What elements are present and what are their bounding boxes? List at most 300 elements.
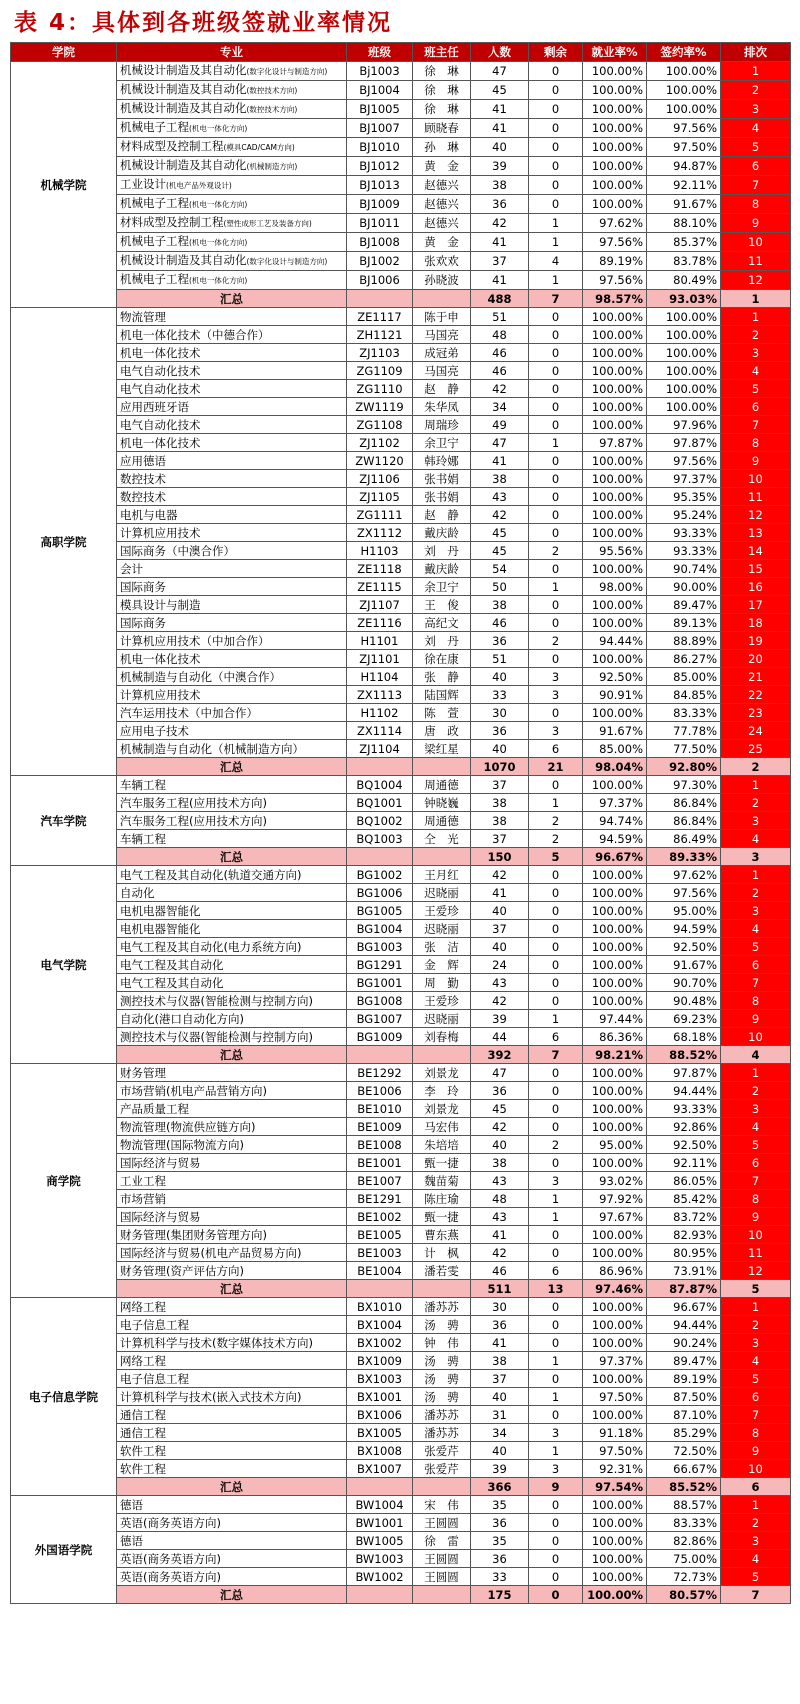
- major-name: 国际经济与贸易: [120, 1209, 201, 1224]
- signing-rate: 100.00%: [647, 308, 721, 326]
- remaining-count: 0: [529, 1154, 583, 1172]
- major-cell: [117, 1064, 347, 1082]
- student-count: 41: [471, 452, 529, 470]
- rank-cell: 18: [721, 614, 791, 632]
- head-teacher: 钟晓巍: [413, 794, 471, 812]
- head-teacher: 潘苏苏: [413, 1424, 471, 1442]
- class-code: ZJ1104: [347, 740, 413, 758]
- signing-rate: 73.91%: [647, 1262, 721, 1280]
- employment-rate: 97.56%: [583, 233, 647, 252]
- student-count: 30: [471, 704, 529, 722]
- head-teacher: 仝 光: [413, 830, 471, 848]
- class-code: BX1007: [347, 1460, 413, 1478]
- class-code: ZX1114: [347, 722, 413, 740]
- remaining-count: 0: [529, 81, 583, 100]
- major-cell: [117, 920, 347, 938]
- table-row: [11, 1568, 791, 1586]
- table-row: [11, 1424, 791, 1442]
- table-row: [11, 1550, 791, 1568]
- student-count: 40: [471, 1388, 529, 1406]
- major-cell: [117, 956, 347, 974]
- signing-rate: 97.62%: [647, 866, 721, 884]
- summary-remaining: 7: [529, 1046, 583, 1064]
- table-row: [11, 956, 791, 974]
- major-name: 电气自动化技术: [120, 363, 201, 378]
- college-name: 机械学院: [11, 62, 117, 308]
- summary-signing-rate: 88.52%: [647, 1046, 721, 1064]
- class-code: BQ1001: [347, 794, 413, 812]
- student-count: 42: [471, 1244, 529, 1262]
- table-row: [11, 632, 791, 650]
- major-name: 通信工程: [120, 1425, 166, 1440]
- header-count: 人数: [471, 43, 529, 62]
- major-cell: [117, 1460, 347, 1478]
- class-code: BW1002: [347, 1568, 413, 1586]
- major-name: 市场营销: [120, 1191, 166, 1206]
- summary-employment-rate: 97.54%: [583, 1478, 647, 1496]
- employment-rate: 100.00%: [583, 1244, 647, 1262]
- student-count: 37: [471, 252, 529, 271]
- class-code: ZJ1105: [347, 488, 413, 506]
- class-code: BJ1002: [347, 252, 413, 271]
- remaining-count: 0: [529, 1514, 583, 1532]
- class-code: BG1002: [347, 866, 413, 884]
- head-teacher: 魏苗菊: [413, 1172, 471, 1190]
- major-name: 电机与电器: [120, 507, 178, 522]
- employment-rate: 100.00%: [583, 157, 647, 176]
- header-college: 学院: [11, 43, 117, 62]
- major-name: 电气自动化技术: [120, 381, 201, 396]
- major-cell: [117, 704, 347, 722]
- head-teacher: 韩玲娜: [413, 452, 471, 470]
- head-teacher: 迟晓丽: [413, 1010, 471, 1028]
- summary-employment-rate: 98.21%: [583, 1046, 647, 1064]
- table-row: [11, 668, 791, 686]
- remaining-count: 0: [529, 176, 583, 195]
- class-code: BJ1007: [347, 119, 413, 138]
- major-cell: [117, 488, 347, 506]
- student-count: 45: [471, 542, 529, 560]
- table-row: [11, 434, 791, 452]
- head-teacher: 黄 金: [413, 157, 471, 176]
- remaining-count: 3: [529, 1172, 583, 1190]
- header-class: 班级: [347, 43, 413, 62]
- major-name: 电机电器智能化: [120, 921, 201, 936]
- major-cell: [117, 1118, 347, 1136]
- signing-rate: 85.00%: [647, 668, 721, 686]
- student-count: 50: [471, 578, 529, 596]
- remaining-count: 0: [529, 974, 583, 992]
- head-teacher: 潘苏苏: [413, 1298, 471, 1316]
- head-teacher: 朱华凤: [413, 398, 471, 416]
- employment-rate: 100.00%: [583, 902, 647, 920]
- major-name: 通信工程: [120, 1407, 166, 1422]
- signing-rate: 92.11%: [647, 176, 721, 195]
- student-count: 42: [471, 380, 529, 398]
- major-cell: [117, 1550, 347, 1568]
- remaining-count: 0: [529, 452, 583, 470]
- signing-rate: 100.00%: [647, 380, 721, 398]
- summary-remaining: 7: [529, 290, 583, 308]
- signing-rate: 94.87%: [647, 157, 721, 176]
- signing-rate: 83.33%: [647, 704, 721, 722]
- major-cell: [117, 452, 347, 470]
- summary-label: 汇总: [117, 1586, 347, 1604]
- major-name: 国际商务（中澳合作）: [120, 543, 235, 558]
- table-row: [11, 1082, 791, 1100]
- class-code: BJ1011: [347, 214, 413, 233]
- class-code: BW1005: [347, 1532, 413, 1550]
- head-teacher: 计 枫: [413, 1244, 471, 1262]
- summary-label: 汇总: [117, 1280, 347, 1298]
- page-title: 表 4：具体到各班级签就业率情况: [14, 10, 393, 36]
- major-direction-note: (机电一体化方向): [189, 124, 248, 133]
- major-cell: [117, 938, 347, 956]
- student-count: 49: [471, 416, 529, 434]
- employment-rate: 100.00%: [583, 614, 647, 632]
- class-code: BE1292: [347, 1064, 413, 1082]
- rank-cell: 12: [721, 506, 791, 524]
- student-count: 36: [471, 632, 529, 650]
- remaining-count: 3: [529, 686, 583, 704]
- rank-cell: 4: [721, 119, 791, 138]
- signing-rate: 92.11%: [647, 1154, 721, 1172]
- head-teacher: 马国亮: [413, 362, 471, 380]
- table-row: [11, 596, 791, 614]
- summary-count: 150: [471, 848, 529, 866]
- major-cell: [117, 195, 347, 214]
- major-name: 网络工程: [120, 1299, 166, 1314]
- summary-signing-rate: 80.57%: [647, 1586, 721, 1604]
- header-rank: 排次: [721, 43, 791, 62]
- major-name: 电气工程及其自动化: [120, 957, 224, 972]
- class-code: ZJ1102: [347, 434, 413, 452]
- employment-rate: 97.87%: [583, 434, 647, 452]
- table-row: [11, 1172, 791, 1190]
- signing-rate: 97.30%: [647, 776, 721, 794]
- employment-rate: 97.56%: [583, 271, 647, 290]
- employment-rate: 94.59%: [583, 830, 647, 848]
- major-name: 机电一体化技术: [120, 345, 201, 360]
- summary-blank: [347, 758, 413, 776]
- rank-cell: 21: [721, 668, 791, 686]
- summary-blank: [347, 1280, 413, 1298]
- summary-row: [11, 1046, 791, 1064]
- table-row: [11, 560, 791, 578]
- student-count: 36: [471, 722, 529, 740]
- summary-rank: 7: [721, 1586, 791, 1604]
- major-cell: [117, 62, 347, 81]
- summary-signing-rate: 89.33%: [647, 848, 721, 866]
- remaining-count: 0: [529, 956, 583, 974]
- signing-rate: 92.50%: [647, 1136, 721, 1154]
- student-count: 47: [471, 434, 529, 452]
- head-teacher: 王爱珍: [413, 902, 471, 920]
- student-count: 51: [471, 650, 529, 668]
- major-cell: [117, 1316, 347, 1334]
- employment-rate: 86.36%: [583, 1028, 647, 1046]
- remaining-count: 1: [529, 1388, 583, 1406]
- student-count: 42: [471, 866, 529, 884]
- summary-employment-rate: 100.00%: [583, 1586, 647, 1604]
- class-code: BJ1006: [347, 271, 413, 290]
- employment-rate: 100.00%: [583, 1514, 647, 1532]
- class-code: BE1010: [347, 1100, 413, 1118]
- rank-cell: 6: [721, 157, 791, 176]
- table-row: [11, 704, 791, 722]
- summary-label: 汇总: [117, 1046, 347, 1064]
- signing-rate: 93.33%: [647, 1100, 721, 1118]
- remaining-count: 1: [529, 794, 583, 812]
- remaining-count: 0: [529, 1226, 583, 1244]
- summary-remaining: 21: [529, 758, 583, 776]
- rank-cell: 6: [721, 956, 791, 974]
- table-row: [11, 416, 791, 434]
- student-count: 48: [471, 1190, 529, 1208]
- major-cell: [117, 434, 347, 452]
- rank-cell: 7: [721, 1172, 791, 1190]
- rank-cell: 1: [721, 308, 791, 326]
- major-direction-note: (数字化设计与制造方向): [246, 257, 328, 266]
- student-count: 38: [471, 176, 529, 195]
- table-row: [11, 380, 791, 398]
- rank-cell: 4: [721, 362, 791, 380]
- table-row: [11, 157, 791, 176]
- employment-rate: 100.00%: [583, 1100, 647, 1118]
- major-name: 汽车服务工程(应用技术方向): [120, 813, 267, 828]
- head-teacher: 宋 伟: [413, 1496, 471, 1514]
- class-code: BE1001: [347, 1154, 413, 1172]
- employment-rate: 100.00%: [583, 1550, 647, 1568]
- employment-rate: 92.31%: [583, 1460, 647, 1478]
- rank-cell: 3: [721, 100, 791, 119]
- head-teacher: 黄 金: [413, 233, 471, 252]
- class-code: ZE1115: [347, 578, 413, 596]
- remaining-count: 0: [529, 524, 583, 542]
- table-row: [11, 1154, 791, 1172]
- major-name: 会计: [120, 561, 143, 576]
- table-row: [11, 326, 791, 344]
- remaining-count: 0: [529, 344, 583, 362]
- class-code: BQ1004: [347, 776, 413, 794]
- class-code: BX1001: [347, 1388, 413, 1406]
- head-teacher: 戴庆龄: [413, 560, 471, 578]
- head-teacher: 周 勤: [413, 974, 471, 992]
- employment-rate: 100.00%: [583, 398, 647, 416]
- major-name: 汽车服务工程(应用技术方向): [120, 795, 267, 810]
- major-name: 计算机应用技术: [120, 687, 201, 702]
- student-count: 41: [471, 271, 529, 290]
- table-row: [11, 271, 791, 290]
- employment-rate: 100.00%: [583, 1334, 647, 1352]
- remaining-count: 0: [529, 138, 583, 157]
- head-teacher: 刘 丹: [413, 632, 471, 650]
- rank-cell: 2: [721, 81, 791, 100]
- signing-rate: 97.96%: [647, 416, 721, 434]
- table-row: [11, 794, 791, 812]
- employment-rate: 97.92%: [583, 1190, 647, 1208]
- major-name: 电子信息工程: [120, 1317, 189, 1332]
- student-count: 36: [471, 1514, 529, 1532]
- major-cell: [117, 233, 347, 252]
- remaining-count: 0: [529, 1316, 583, 1334]
- student-count: 42: [471, 506, 529, 524]
- major-name: 机械设计制造及其自动化: [120, 82, 247, 96]
- summary-signing-rate: 93.03%: [647, 290, 721, 308]
- rank-cell: 23: [721, 704, 791, 722]
- major-cell: [117, 740, 347, 758]
- head-teacher: 余卫宁: [413, 578, 471, 596]
- class-code: BG1005: [347, 902, 413, 920]
- class-code: BE1008: [347, 1136, 413, 1154]
- head-teacher: 曹东燕: [413, 1226, 471, 1244]
- signing-rate: 66.67%: [647, 1460, 721, 1478]
- class-code: ZJ1106: [347, 470, 413, 488]
- student-count: 37: [471, 920, 529, 938]
- class-code: ZH1121: [347, 326, 413, 344]
- major-name: 英语(商务英语方向): [120, 1515, 221, 1530]
- head-teacher: 金 辉: [413, 956, 471, 974]
- student-count: 42: [471, 1118, 529, 1136]
- remaining-count: 0: [529, 62, 583, 81]
- college-name: 电子信息学院: [11, 1298, 117, 1496]
- remaining-count: 0: [529, 195, 583, 214]
- head-teacher: 张 洁: [413, 938, 471, 956]
- employment-rate: 100.00%: [583, 596, 647, 614]
- summary-label: 汇总: [117, 1478, 347, 1496]
- major-cell: [117, 506, 347, 524]
- student-count: 35: [471, 1496, 529, 1514]
- rank-cell: 7: [721, 1406, 791, 1424]
- head-teacher: 徐 雷: [413, 1532, 471, 1550]
- summary-remaining: 5: [529, 848, 583, 866]
- remaining-count: 2: [529, 830, 583, 848]
- employment-rate: 100.00%: [583, 1496, 647, 1514]
- table-row: [11, 524, 791, 542]
- signing-rate: 88.57%: [647, 1496, 721, 1514]
- rank-cell: 6: [721, 398, 791, 416]
- student-count: 38: [471, 470, 529, 488]
- signing-rate: 90.24%: [647, 1334, 721, 1352]
- summary-blank: [413, 1046, 471, 1064]
- employment-rate: 97.37%: [583, 794, 647, 812]
- employment-rate: 91.67%: [583, 722, 647, 740]
- student-count: 36: [471, 1082, 529, 1100]
- head-teacher: 刘 丹: [413, 542, 471, 560]
- signing-rate: 89.19%: [647, 1370, 721, 1388]
- employment-rate: 93.02%: [583, 1172, 647, 1190]
- signing-rate: 90.48%: [647, 992, 721, 1010]
- student-count: 46: [471, 1262, 529, 1280]
- class-code: BE1006: [347, 1082, 413, 1100]
- class-code: BE1002: [347, 1208, 413, 1226]
- major-name: 德语: [120, 1497, 143, 1512]
- major-cell: [117, 1172, 347, 1190]
- student-count: 38: [471, 812, 529, 830]
- remaining-count: 0: [529, 470, 583, 488]
- major-name: 英语(商务英语方向): [120, 1551, 221, 1566]
- employment-rate: 100.00%: [583, 776, 647, 794]
- class-code: BG1004: [347, 920, 413, 938]
- major-cell: [117, 308, 347, 326]
- major-cell: [117, 776, 347, 794]
- remaining-count: 0: [529, 1496, 583, 1514]
- head-teacher: 潘苏苏: [413, 1406, 471, 1424]
- table-row: [11, 920, 791, 938]
- rank-cell: 5: [721, 380, 791, 398]
- head-teacher: 王圆圆: [413, 1550, 471, 1568]
- college-name: 电气学院: [11, 866, 117, 1064]
- head-teacher: 汤 骋: [413, 1352, 471, 1370]
- table-row: [11, 1262, 791, 1280]
- table-row: [11, 578, 791, 596]
- class-code: BG1008: [347, 992, 413, 1010]
- signing-rate: 90.70%: [647, 974, 721, 992]
- rank-cell: 1: [721, 776, 791, 794]
- summary-row: [11, 758, 791, 776]
- summary-count: 1070: [471, 758, 529, 776]
- rank-cell: 11: [721, 1244, 791, 1262]
- signing-rate: 80.95%: [647, 1244, 721, 1262]
- class-code: ZG1108: [347, 416, 413, 434]
- head-teacher: 王爱珍: [413, 992, 471, 1010]
- table-row: [11, 233, 791, 252]
- signing-rate: 94.44%: [647, 1316, 721, 1334]
- class-code: BX1005: [347, 1424, 413, 1442]
- table-row: [11, 902, 791, 920]
- signing-rate: 90.74%: [647, 560, 721, 578]
- summary-blank: [413, 1586, 471, 1604]
- student-count: 40: [471, 1442, 529, 1460]
- table-row: [11, 344, 791, 362]
- summary-blank: [413, 1280, 471, 1298]
- head-teacher: 陈于申: [413, 308, 471, 326]
- major-cell: [117, 560, 347, 578]
- employment-rate: 100.00%: [583, 100, 647, 119]
- signing-rate: 100.00%: [647, 62, 721, 81]
- major-name: 机电一体化技术: [120, 651, 201, 666]
- student-count: 40: [471, 1136, 529, 1154]
- rank-cell: 19: [721, 632, 791, 650]
- rank-cell: 24: [721, 722, 791, 740]
- employment-rate: 98.00%: [583, 578, 647, 596]
- student-count: 39: [471, 1460, 529, 1478]
- remaining-count: 0: [529, 1100, 583, 1118]
- major-cell: [117, 271, 347, 290]
- head-teacher: 徐 琳: [413, 62, 471, 81]
- rank-cell: 4: [721, 830, 791, 848]
- signing-rate: 97.87%: [647, 434, 721, 452]
- student-count: 41: [471, 233, 529, 252]
- class-code: BE1291: [347, 1190, 413, 1208]
- major-name: 物流管理(国际物流方向): [120, 1137, 244, 1152]
- signing-rate: 82.86%: [647, 1532, 721, 1550]
- table-row: [11, 1388, 791, 1406]
- head-teacher: 梁红星: [413, 740, 471, 758]
- table-row: [11, 1136, 791, 1154]
- major-name: 应用电子技术: [120, 723, 189, 738]
- student-count: 40: [471, 938, 529, 956]
- summary-rank: 2: [721, 758, 791, 776]
- remaining-count: 1: [529, 214, 583, 233]
- signing-rate: 100.00%: [647, 362, 721, 380]
- major-cell: [117, 866, 347, 884]
- signing-rate: 100.00%: [647, 81, 721, 100]
- head-teacher: 赵 静: [413, 506, 471, 524]
- class-code: BW1004: [347, 1496, 413, 1514]
- class-code: ZG1111: [347, 506, 413, 524]
- table-row: [11, 686, 791, 704]
